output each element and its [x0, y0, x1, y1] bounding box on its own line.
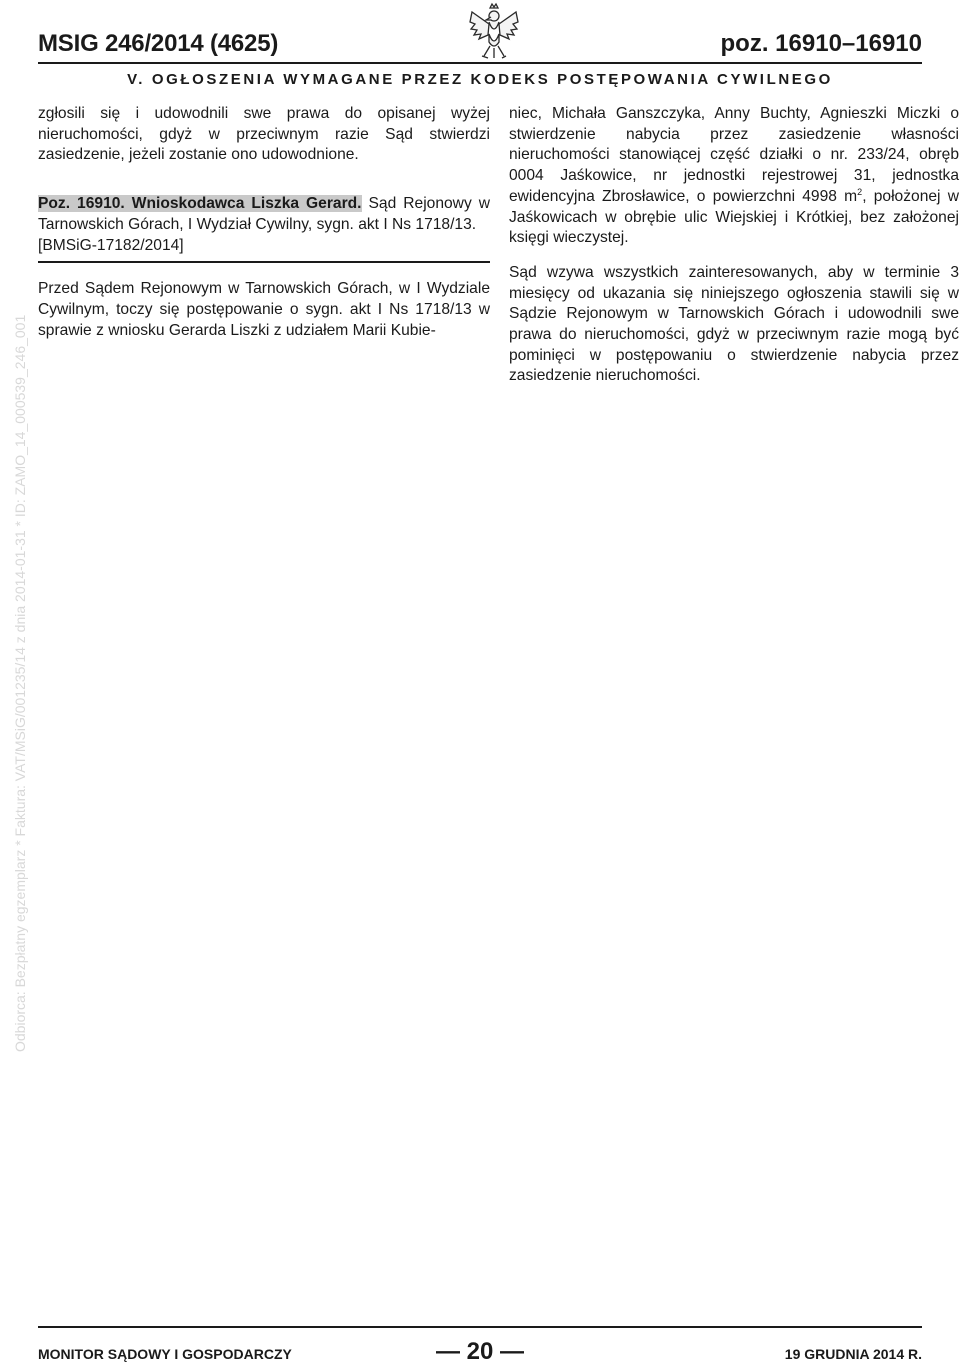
polish-eagle-emblem	[466, 2, 522, 60]
continuation-text: niec, Michała Ganszczyka, Anny Buchty, Agnieszki Miczki o stwierdzenie nabycia przez zasiedzenie własności nieruchomości stanowiącej część działki o nr. 233/24, obręb 0004 Jaśkowice, nr jednostki rejestrowej 31, jednostka ewidencyjna Zbrosławice, o powierzchni 4998 m	[509, 105, 959, 205]
page-number: — 20 —	[435, 1338, 525, 1365]
position-range: poz. 16910–16910	[720, 30, 922, 57]
publication-name: MONITOR SĄDOWY I GOSPODARCZY	[38, 1346, 292, 1362]
continuation-text-end: , położonej w Jaśkowicach w obrębie ulic Wiejskiej i Krótkiej, bez założonej księgi wieczystej.	[509, 187, 959, 247]
publication-issue: MSIG 246/2014 (4625)	[38, 30, 279, 57]
recipient-watermark: Odbiorca: Bezpłatny egzemplarz * Faktura: VAT/MSiG/001235/14 z dnia 2014-01-31 * ID: ZAMO_14_000539_246_001	[12, 314, 28, 1052]
applicant: Wnioskodawca Liszka Gerard.	[131, 195, 362, 213]
body-paragraph: Przed Sądem Rejonowym w Tarnowskich Górach, w I Wydziale Cywilnym, toczy się postępowanie o sygn. akt I Ns 1718/13 w sprawie z wniosku Gerarda Liszki z udziałem Marii Kubie-	[38, 280, 490, 339]
poz-number: Poz. 16910.	[38, 195, 125, 213]
summons-paragraph: Sąd wzywa wszystkich zainteresowanych, aby w terminie 3 miesięcy od ukazania się niniejszego ogłoszenia stawili się w Sądzie Rejonowym w Tarnowskich Górach i udowodnili swe prawa do nieruchomości, gdyż w przeciwnym razie mogą być pominięci w postępowaniu o stwierdzenie nabycia przez zasiedzenie nieruchomości.	[509, 263, 959, 385]
left-column	[38, 104, 490, 341]
section-title: V. OGŁOSZENIA WYMAGANE PRZEZ KODEKS POSTĘPOWANIA CYWILNEGO	[127, 71, 833, 88]
reference-code: [BMSiG-17182/2014]	[38, 236, 184, 254]
right-column	[509, 104, 959, 387]
area-unit-superscript: 2	[857, 186, 863, 197]
footer-divider	[38, 1326, 922, 1328]
header-divider	[38, 62, 922, 64]
publication-date: 19 GRUDNIA 2014 R.	[784, 1346, 922, 1362]
court-info: Sąd Rejonowy w Tarnowskich Górach, I Wydział Cywilny, sygn. akt I Ns 1718/13.	[38, 195, 490, 233]
intro-paragraph: zgłosili się i udowodnili swe prawa do opisanej wyżej nieruchomości, gdyż w przeciwnym razie Sąd stwierdzi zasiedzenie, jeżeli zostanie ono udowodnione.	[38, 105, 490, 164]
notice-heading	[38, 194, 490, 235]
continuation-paragraph	[509, 104, 959, 249]
reference-divider	[38, 261, 490, 263]
